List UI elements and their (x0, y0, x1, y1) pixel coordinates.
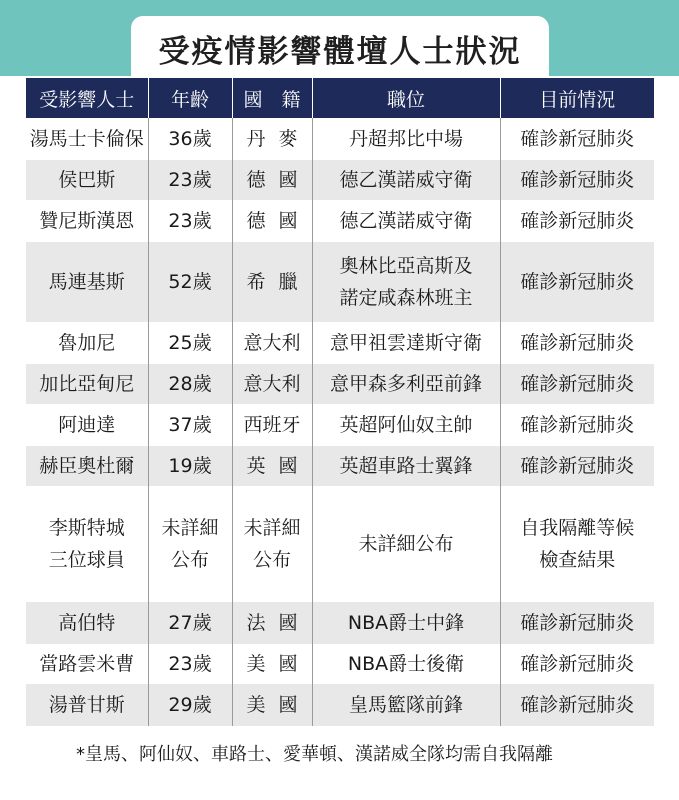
cell-position: 德乙漢諾威守衛 (312, 160, 500, 200)
nationality-line: 未詳細 (243, 517, 301, 539)
cell-nationality (232, 242, 312, 322)
cell-position: 英超車路士翼鋒 (312, 446, 500, 486)
table-row (26, 322, 654, 364)
cell-age: 36歲 (148, 118, 232, 160)
nationality-char: 臘 (278, 271, 298, 293)
cell-nationality: 西班牙 (232, 404, 312, 446)
nationality-char: 德 (246, 210, 266, 232)
status-table (26, 78, 654, 726)
nationality-line: 公布 (252, 549, 291, 571)
header-age: 年齡 (148, 78, 232, 118)
cell-status: 確診新冠肺炎 (500, 200, 654, 242)
cell-nationality: 意大利 (232, 322, 312, 364)
cell-position: 德乙漢諾威守衛 (312, 200, 500, 242)
nationality-char: 國 (278, 653, 298, 675)
cell-nationality (232, 446, 312, 486)
nationality-char: 德 (246, 169, 266, 191)
cell-nationality (232, 118, 312, 160)
cell-position: 皇馬籃隊前鋒 (312, 684, 500, 726)
cell-position (312, 242, 500, 322)
cell-position: NBA爵士後衛 (312, 644, 500, 684)
table-row (26, 602, 654, 644)
nationality-char: 美 (246, 653, 266, 675)
cell-position: 意甲祖雲達斯守衛 (312, 322, 500, 364)
cell-age: 25歲 (148, 322, 232, 364)
cell-position: NBA爵士中鋒 (312, 602, 500, 644)
cell-nationality (232, 486, 312, 602)
cell-status: 確診新冠肺炎 (500, 446, 654, 486)
cell-status: 確診新冠肺炎 (500, 242, 654, 322)
cell-age: 29歲 (148, 684, 232, 726)
position-line: 諾定咸森林班主 (339, 287, 473, 309)
cell-name: 高伯特 (26, 602, 148, 644)
nationality-char: 國 (278, 210, 298, 232)
cell-status: 確診新冠肺炎 (500, 160, 654, 200)
nationality-char: 英 (246, 455, 266, 477)
table-row (26, 486, 654, 602)
nationality-char: 國 (278, 169, 298, 191)
cell-status: 確診新冠肺炎 (500, 118, 654, 160)
cell-status (500, 486, 654, 602)
footnote: *皇馬、阿仙奴、車路士、愛華頓、漢諾威全隊均需自我隔離 (76, 744, 553, 765)
cell-age: 28歲 (148, 364, 232, 404)
cell-name: 湯普甘斯 (26, 684, 148, 726)
header-nationality: 國 籍 (232, 78, 312, 118)
position-line: 奧林比亞高斯及 (339, 255, 473, 277)
cell-status: 確診新冠肺炎 (500, 684, 654, 726)
cell-status: 確診新冠肺炎 (500, 364, 654, 404)
nationality-char: 國 (278, 455, 298, 477)
cell-nationality (232, 602, 312, 644)
cell-nationality (232, 200, 312, 242)
nationality-char: 麥 (278, 128, 298, 150)
cell-position: 意甲森多利亞前鋒 (312, 364, 500, 404)
cell-nationality: 意大利 (232, 364, 312, 404)
table-row (26, 446, 654, 486)
cell-name: 湯馬士卡倫保 (26, 118, 148, 160)
nationality-char: 國 (278, 612, 298, 634)
cell-name: 李斯特城 三位球員 (26, 486, 148, 602)
cell-name: 侯巴斯 (26, 160, 148, 200)
cell-status: 確診新冠肺炎 (500, 644, 654, 684)
cell-name: 魯加尼 (26, 322, 148, 364)
nationality-char: 國 (278, 694, 298, 716)
table-row (26, 200, 654, 242)
cell-position: 英超阿仙奴主帥 (312, 404, 500, 446)
table-row (26, 364, 654, 404)
cell-position: 未詳細公布 (312, 486, 500, 602)
cell-status: 確診新冠肺炎 (500, 322, 654, 364)
header-status: 目前情況 (500, 78, 654, 118)
nationality-char: 法 (246, 612, 266, 634)
table-row (26, 404, 654, 446)
cell-age: 52歲 (148, 242, 232, 322)
header-row (26, 78, 654, 118)
cell-name: 馬連基斯 (26, 242, 148, 322)
cell-age: 23歲 (148, 160, 232, 200)
header-position: 職位 (312, 78, 500, 118)
cell-age: 23歲 (148, 200, 232, 242)
cell-name: 加比亞甸尼 (26, 364, 148, 404)
cell-name: 赫臣奧杜爾 (26, 446, 148, 486)
cell-name: 阿迪達 (26, 404, 148, 446)
cell-age: 27歲 (148, 602, 232, 644)
cell-name: 贊尼斯漢恩 (26, 200, 148, 242)
cell-age: 未詳細 公布 (148, 486, 232, 602)
cell-status: 確診新冠肺炎 (500, 404, 654, 446)
status-line: 檢查結果 (539, 549, 616, 571)
cell-status: 確診新冠肺炎 (500, 602, 654, 644)
table-row (26, 242, 654, 322)
cell-nationality (232, 160, 312, 200)
cell-name: 當路雲米曹 (26, 644, 148, 684)
table-row (26, 160, 654, 200)
cell-age: 37歲 (148, 404, 232, 446)
table-row (26, 684, 654, 726)
table-row (26, 118, 654, 160)
header-person: 受影響人士 (26, 78, 148, 118)
cell-position: 丹超邦比中場 (312, 118, 500, 160)
page-title: 受疫情影響體壇人士狀況 (131, 16, 549, 80)
nationality-char: 美 (246, 694, 266, 716)
nationality-char: 希 (246, 271, 266, 293)
cell-nationality (232, 644, 312, 684)
nationality-char: 丹 (246, 128, 266, 150)
status-line: 自我隔離等候 (520, 517, 635, 539)
table-row (26, 644, 654, 684)
cell-nationality (232, 684, 312, 726)
cell-age: 23歲 (148, 644, 232, 684)
cell-age: 19歲 (148, 446, 232, 486)
